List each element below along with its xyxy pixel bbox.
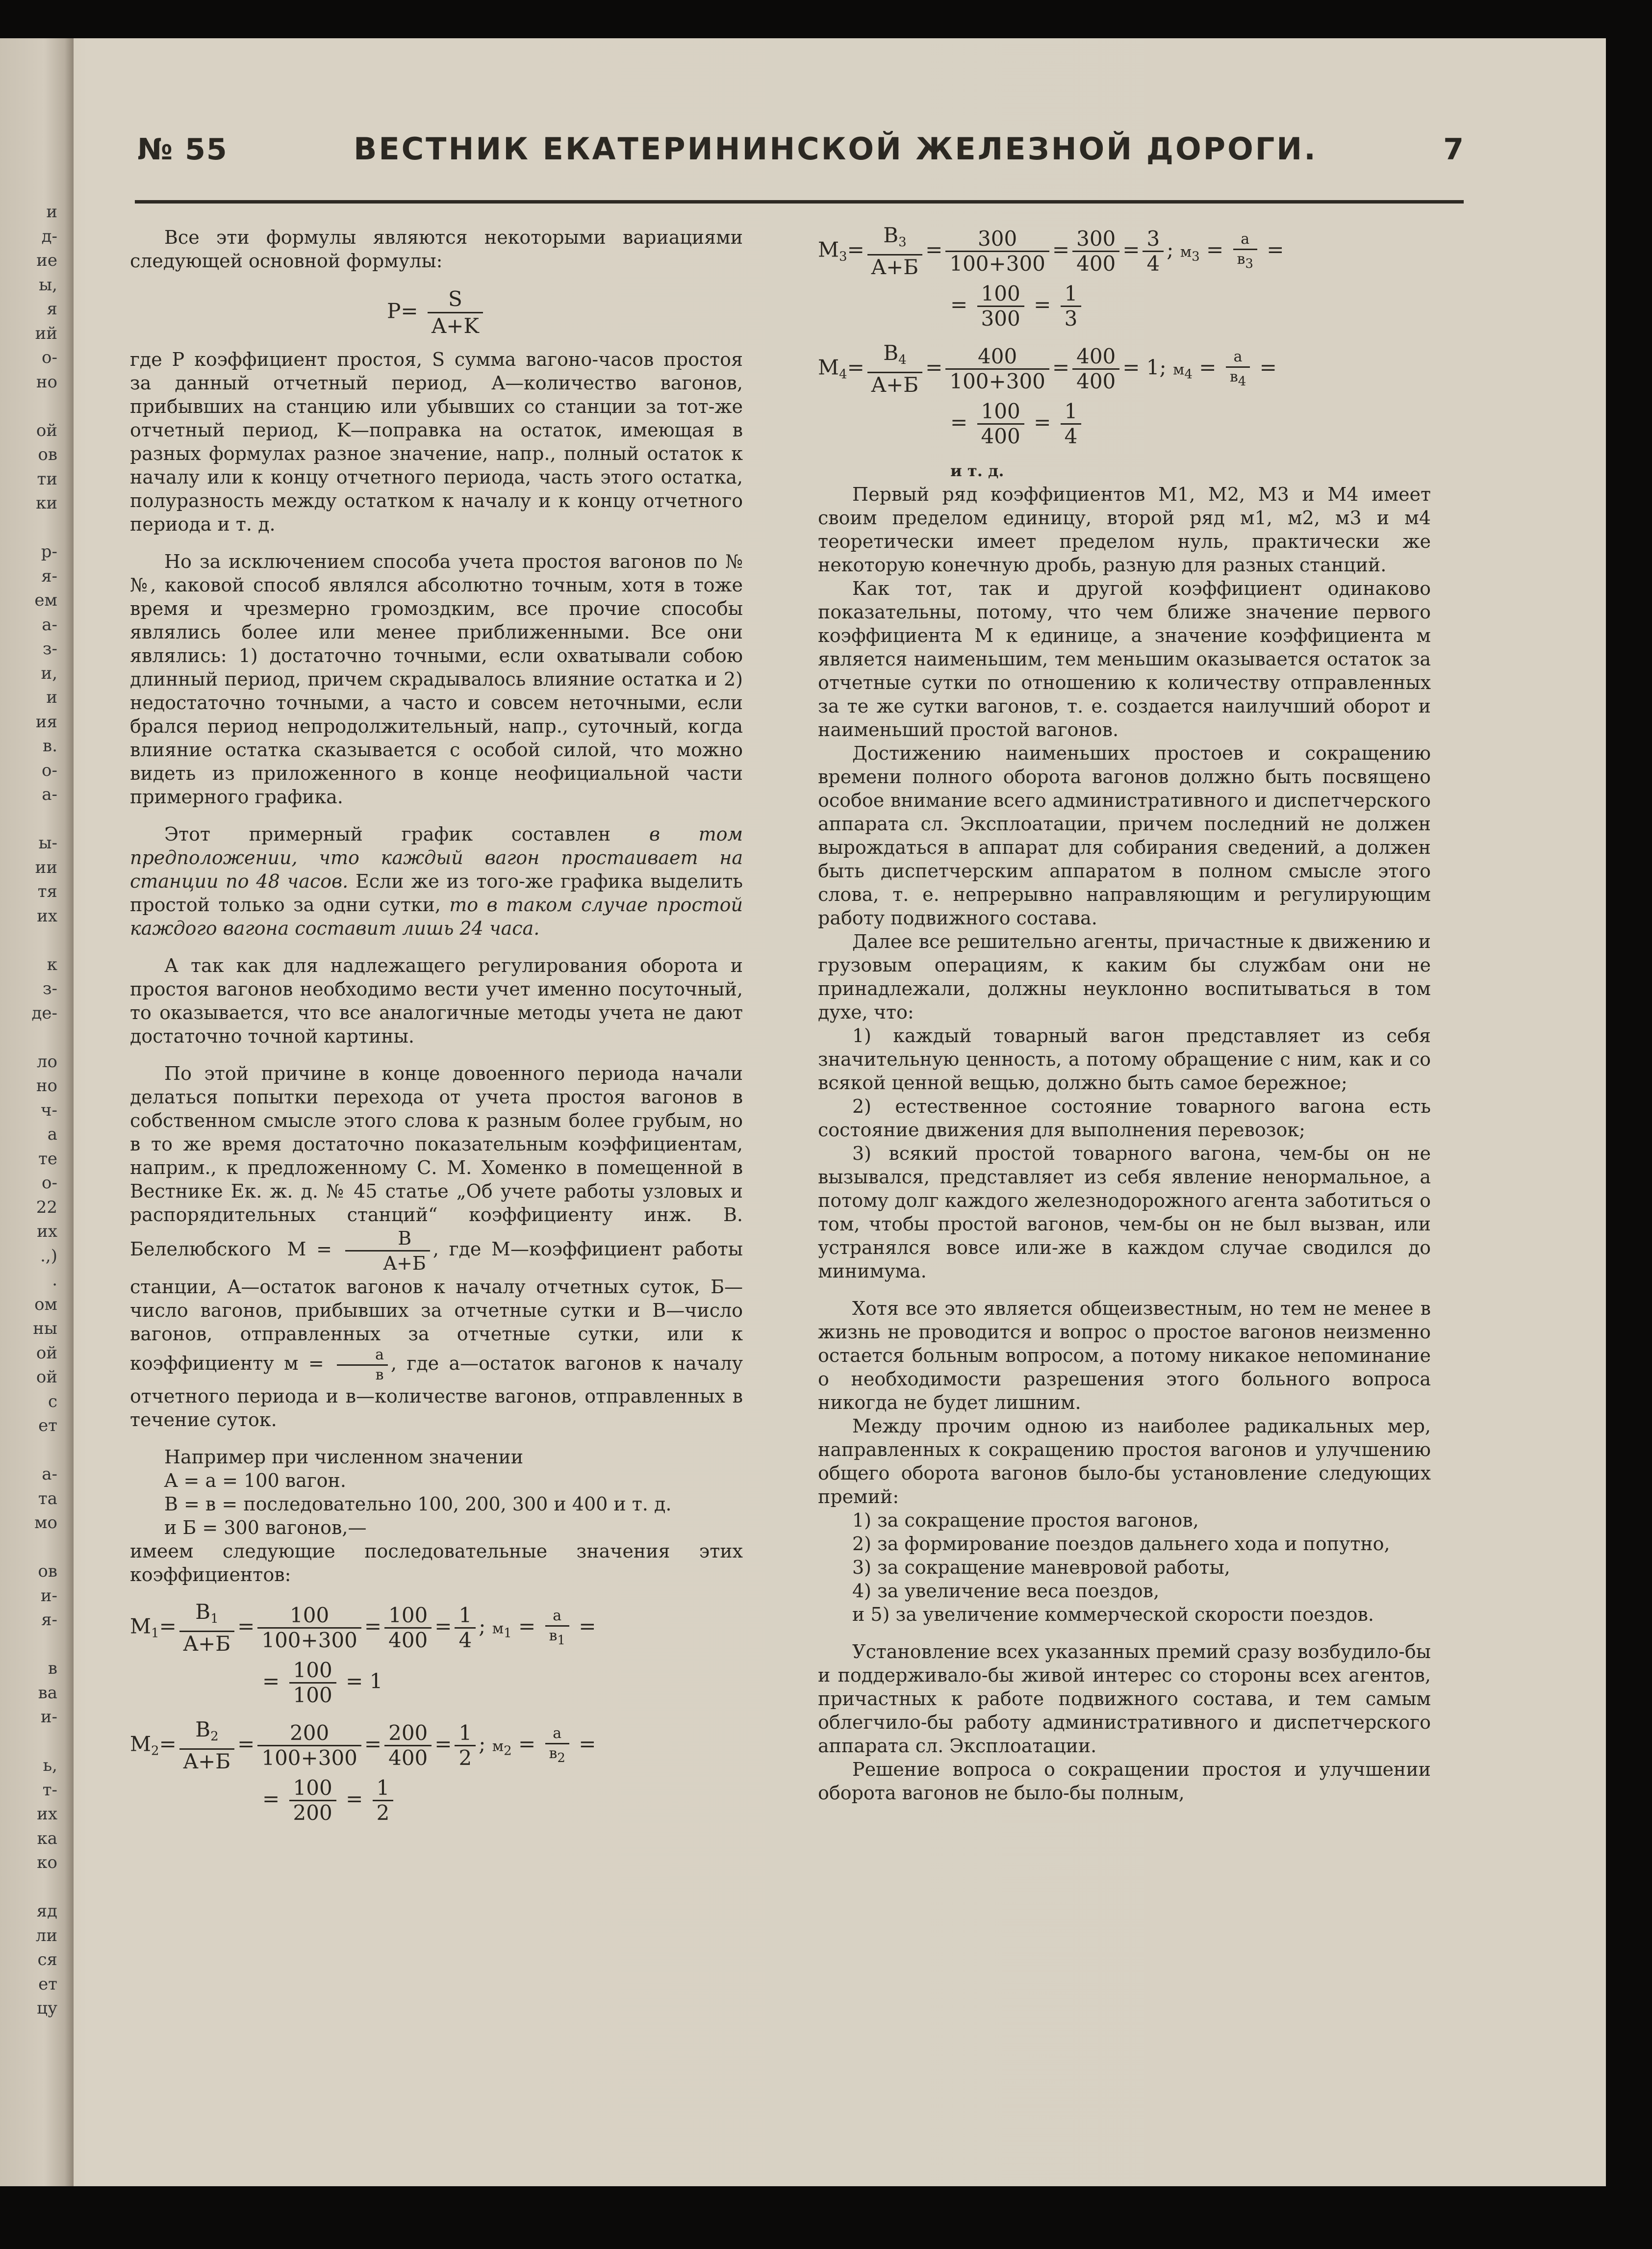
paragraph: Например при численном значении (164, 1446, 524, 1468)
page-number: 7 (1443, 132, 1464, 167)
paragraph: Решение вопроса о сокращении простоя и улучшении оборота вагонов не было-бы полным, (818, 1759, 1431, 1804)
etc-label: и т. д. (950, 461, 1004, 480)
paragraph: и Б = 300 вагонов,— (164, 1517, 367, 1538)
list-item: и 5) за увеличение коммерческой скорости поездов. (852, 1604, 1374, 1625)
list-item: 2) за формирование поездов дальнего хода и попутно, (852, 1533, 1390, 1555)
paragraph: Установление всех указанных премий сразу возбудило-бы и поддерживало-бы живой интерес со стороны всех агентов, причастных к работе подвижного состава, и тем самым облегчило-бы работу административного и диспетчерского аппарата сл. Эксплоатации. (818, 1641, 1431, 1757)
equation-M3: $M_3=$ $\frac{B_3}{A+Б}$ = $\frac{300}{100+300}$ = $\frac{300}{400}$ = $\frac{3}{4}$ ; $м_3$ = $\frac{a}{в3}$ = = $\frac{100}{300}$ = $\frac{1}{3}$ (818, 223, 1284, 331)
paragraph: Как тот, так и другой коэффициент одинаково показательны, потому, что чем ближе значение первого коэффициента M к единице, а значение коэффициента м является наименьшим, тем меньшим оказывается остаток за отчетные сутки по отношению к количеству отправленных за те же сутки вагонов, т. е. создается наилучший оборот и наименьший простой вагонов. (818, 578, 1431, 741)
previous-page-edge-text: и д- ие ы, я ий о- но ой ов ти ки р- я- ем а- з- и, и ия в. о- а- ы- ии тя их к з- де- ло но ч- а те о- 22 их .,) . ом ны ой ой с ет а- та мо ов и- я- в ва и- ь, т- их ка ко яд ли ся ет цу (31, 202, 57, 2018)
paragraph: Все эти формулы являются некоторыми вариациями следующей основной формулы: (130, 227, 743, 272)
paragraph: Но за исключением способа учета простоя вагонов по №№, каковой способ являлся абсолютно точным, хотя в тоже время и чрезмерно громоздким, все прочие способы являлись более или менее приближенными. Все они являлись: 1) достаточно точными, если охватывали собою длинный период, причем скрадывалось влияние остатка и 2) недостаточно точными, а часто и совсем неточными, если брался период непродолжительный, напр., суточный, когда влияние остатка сказывается с особой силой, что можно видеть из приложенного в конце неофициальной части примерного графика. (130, 551, 743, 808)
paragraph: B = в = последовательно 100, 200, 300 и 400 и т. д. (164, 1493, 672, 1515)
list-item: 4) за увеличение веса поездов, (852, 1580, 1160, 1602)
list-item: 1) за сокращение простоя вагонов, (852, 1509, 1199, 1531)
header-rule (135, 200, 1464, 204)
page-header (137, 123, 1464, 167)
equation-M4: $M_4=$ $\frac{B_4}{A+Б}$ = $\frac{400}{100+300}$ = $\frac{400}{400}$ = 1; $м_4$ = $\frac{a}{в4}$ = = $\frac{100}{400}$ = $\frac{1}{4}$ (818, 341, 1277, 448)
paragraph: Далее все решительно агенты, причастные к движению и грузовым операциям, к каким бы службам они не принадлежали, должны неуклонно воспитываться в том духе, что: (818, 931, 1431, 1023)
paragraph: По этой причине в конце довоенного периода начали делаться попытки перехода от учета простоя вагонов в собственном смысле этого слова к разным более грубым, но в то же время достаточно показательным коэффициентам, наприм., к предложенному С. М. Хоменко в помещенной в Вестнике Ек. ж. д. № 45 статье „Об учете работы узловых и распорядительных станций“ коэффициенту инж. В. Белелюбского M = $\frac{B}{A+Б}$ , где M—коэффициент работы станции, A—остаток вагонов к началу отчетных суток, Б—число вагонов, прибывших за отчетные сутки и B—число вагонов, отправленных за отчетные сутки, или к коэффициенту м = $\frac{a}{в}$ , где a—остаток вагонов к началу отчетного периода и в—количестве вагонов, отправленных в течение суток. (130, 1063, 743, 1431)
equation-M2: $M_2=$ $\frac{B_2}{A+Б}$ = $\frac{200}{100+300}$ = $\frac{200}{400}$ = $\frac{1}{2}$ ; $м_2$ = $\frac{a}{в2}$ = = $\frac{100}{200}$ = $\frac{1}{2}$ (130, 1717, 596, 1825)
paragraph: Хотя все это является общеизвестным, но тем не менее в жизнь не проводится и вопрос о простое вагонов неизменно остается больным вопросом, а потому никакое непоминание о необходимости разрешения этого больного вопроса никогда не будет лишним. (818, 1298, 1431, 1413)
list-item: 3) всякий простой товарного вагона, чем-бы он не вызывался, представляет из себя явление ненормальное, а потому долг каждого железнодорожного агента заботиться о том, чтобы простой вагонов, чем-бы он не был вызван, или устранялся вовсе или-же в каждом случае сводился до минимума. (818, 1143, 1431, 1282)
list-item: 2) естественное состояние товарного вагона есть состояние движения для выполнения перевозок; (818, 1096, 1431, 1141)
main-formula: P= $\frac{S}{A+K}$ (130, 286, 743, 339)
binding-gutter (0, 38, 74, 2186)
paragraph: имеем следующие последовательные значения этих коэффициентов: (130, 1540, 743, 1585)
paragraph: Достижению наименьших простоев и сокращению времени полного оборота вагонов должно быть посвящено особое внимание всего административного и диспетчерского аппарата сл. Эксплоатации, причем последний не должен вырождаться в аппарат для собирания сведений, а должен быть диспетчерским аппаратом в полном смысле этого слова, т. е. непрерывно направляющим и регулирующим работу подвижного состава. (818, 742, 1431, 929)
right-column (818, 221, 1431, 1805)
left-column (130, 226, 743, 1836)
issue-number: № 55 (137, 132, 228, 167)
list-item: 3) за сокращение маневровой работы, (852, 1557, 1230, 1578)
paragraph: А так как для надлежащего регулирования оборота и простоя вагонов необходимо вести учет именно посуточный, то оказывается, что все аналогичные методы учета не дают достаточно точной картины. (130, 955, 743, 1047)
paragraph: где P коэффициент простоя, S сумма вагоно-часов простоя за данный отчетный период, A—количество вагонов, прибывших на станцию или убывших со станции за тот-же отчетный период, K—поправка на остаток, имеющая в разных формулах разное значение, напр., полный остаток к началу или к концу отчетного периода, часть этого остатка, полуразность между остатком к началу и к концу отчетного периода и т. д. (130, 349, 743, 535)
scan-background-bottom (0, 2186, 1652, 2249)
paragraph: A = a = 100 вагон. (164, 1470, 346, 1491)
paragraph: Первый ряд коэффициентов M1, M2, M3 и M4 имеет своим пределом единицу, второй ряд м1, м2, м3 и м4 теоретически имеет пределом нуль, практически же некоторую конечную дробь, разную для разных станций. (818, 484, 1431, 576)
journal-title: ВЕСТНИК ЕКАТЕРИНИНСКОЙ ЖЕЛЕЗНОЙ ДОРОГИ. (354, 131, 1318, 167)
paragraph: Между прочим одною из наиболее радикальных мер, направленных к сокращению простоя вагонов и улучшению общего оборота вагонов было-бы установление следующих премий: (818, 1415, 1431, 1508)
equation-M1: $M_1=$ $\frac{B_1}{A+Б}$ = $\frac{100}{100+300}$ = $\frac{100}{400}$ = $\frac{1}{4}$ ; $м_1$ = $\frac{a}{в1}$ = = $\frac{100}{100}$ = 1 (130, 1600, 596, 1707)
paragraph: Этот примерный график составлен в том предположении, что каждый вагон простаивает на станции по 48 часов. Если же из того-же графика выделить простой только за одни сутки, то в таком случае простой каждого вагона составит лишь 24 часа. (130, 823, 743, 939)
list-item: 1) каждый товарный вагон представляет из себя значительную ценность, а потому обращение с ним, как и со всякой ценной вещью, должно быть самое бережное; (818, 1025, 1431, 1094)
